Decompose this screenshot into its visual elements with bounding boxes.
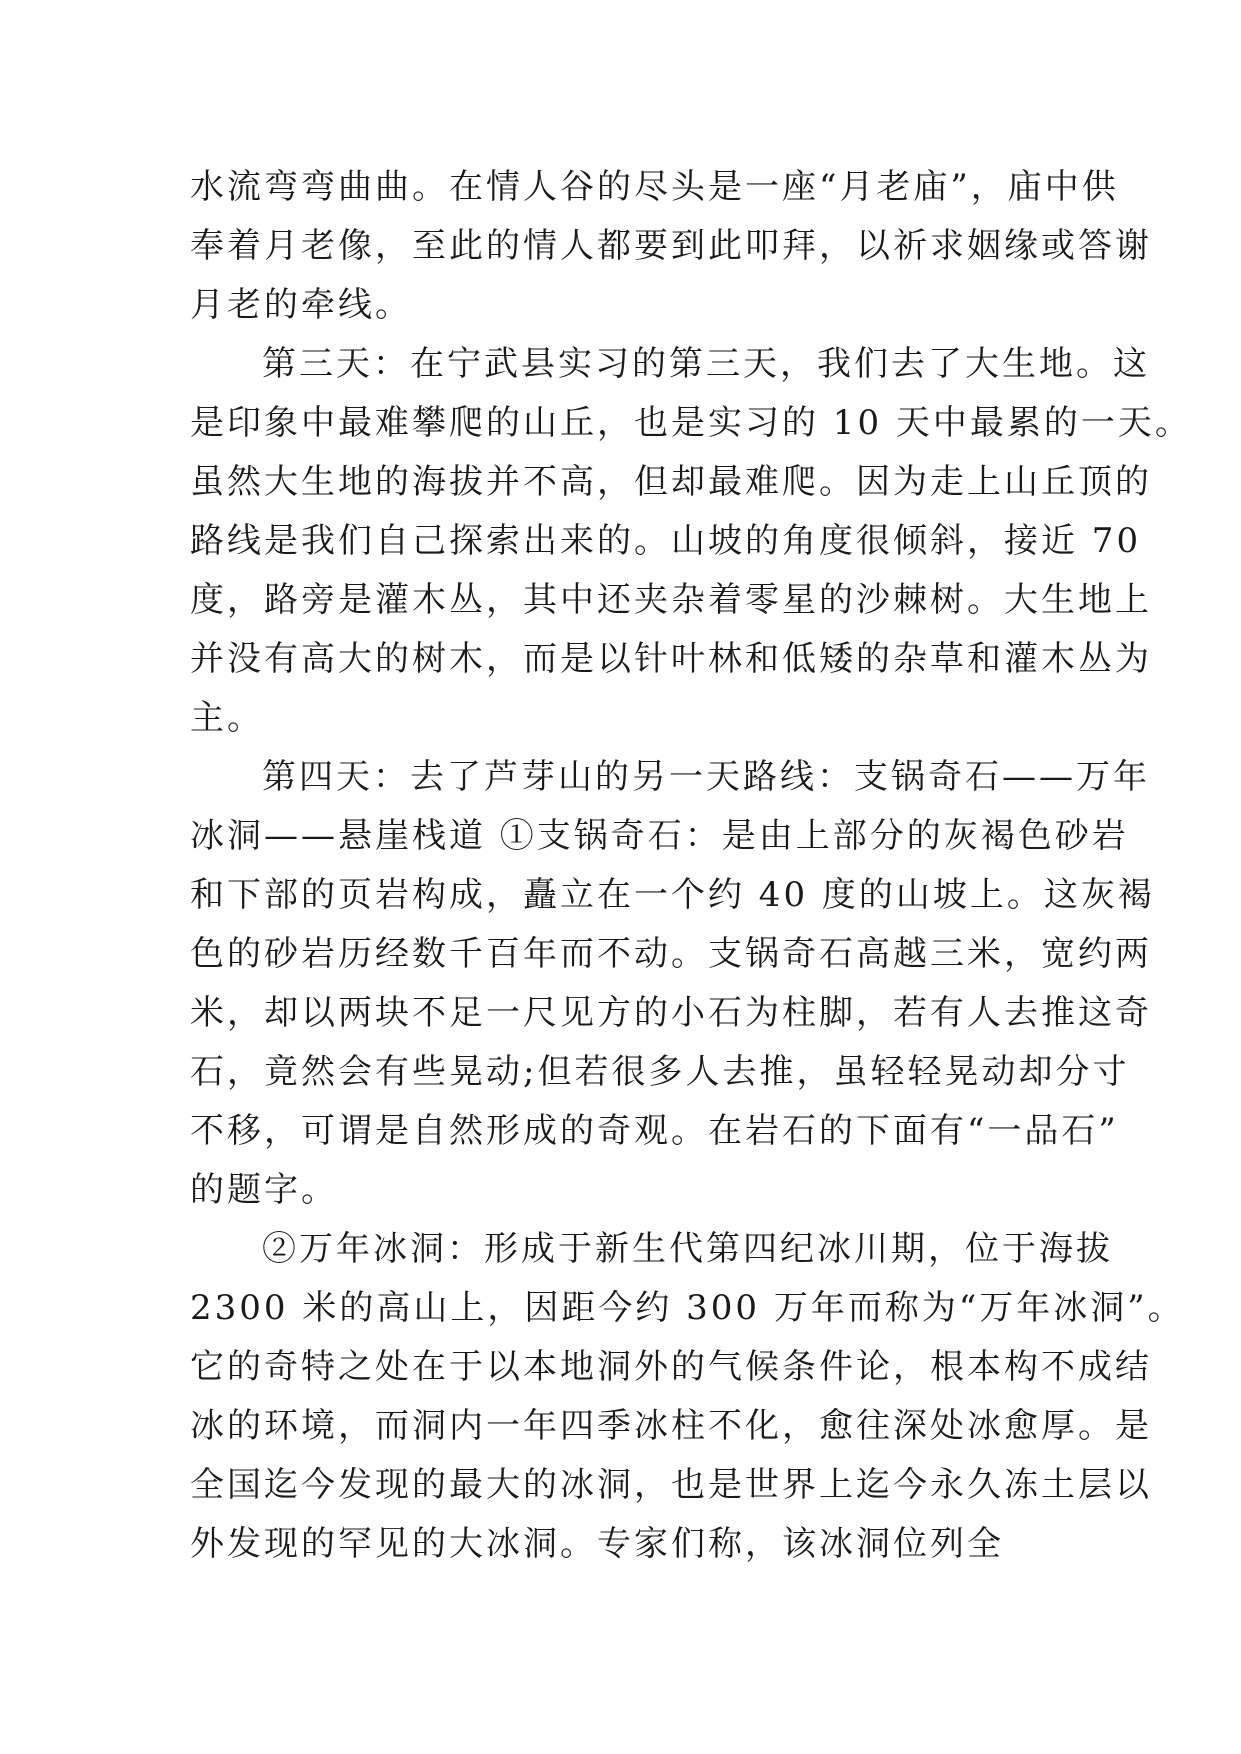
text-line: 外发现的罕见的大冰洞。专家们称，该冰洞位列全 — [190, 1524, 1004, 1564]
text-line: 2300 米的高山上，因距今约 300 万年而称为“万年冰洞”。 — [190, 1288, 1185, 1328]
text-line: 并没有高大的树木，而是以针叶林和低矮的杂草和灌木丛为 — [190, 639, 1152, 679]
text-line: 全国迄今发现的最大的冰洞，也是世界上迄今永久冻土层以 — [190, 1465, 1152, 1505]
text-line: 米，却以两块不足一尺见方的小石为柱脚，若有人去推这奇 — [190, 993, 1152, 1033]
text-line: 石，竟然会有些晃动;但若很多人去推，虽轻轻晃动却分寸 — [190, 1052, 1130, 1092]
paragraph-first-line: 第三天：在宁武县实习的第三天，我们去了大生地。这 — [262, 344, 1150, 384]
text-line: 路线是我们自己探索出来的。山坡的角度很倾斜，接近 70 — [190, 521, 1142, 561]
body-text — [190, 158, 1192, 1574]
paragraph-first-line: ②万年冰洞：形成于新生代第四纪冰川期，位于海拔 — [262, 1229, 1113, 1269]
text-line: 不移，可谓是自然形成的奇观。在岩石的下面有“一品石” — [190, 1111, 1119, 1151]
text-line: 虽然大生地的海拔并不高，但却最难爬。因为走上山丘顶的 — [190, 462, 1152, 502]
text-line: 主。 — [190, 698, 264, 738]
text-line: 奉着月老像，至此的情人都要到此叩拜，以祈求姻缘或答谢 — [190, 226, 1152, 266]
text-line: 的题字。 — [190, 1170, 338, 1210]
paragraph-first-line: 第四天：去了芦芽山的另一天路线：支锅奇石——万年 — [262, 757, 1150, 797]
text-line: 冰的环境，而洞内一年四季冰柱不化，愈往深处冰愈厚。是 — [190, 1406, 1152, 1446]
text-line: 月老的牵线。 — [190, 285, 412, 325]
text-line: 度，路旁是灌木丛，其中还夹杂着零星的沙棘树。大生地上 — [190, 580, 1152, 620]
text-line: 和下部的页岩构成，矗立在一个约 40 度的山坡上。这灰褐 — [190, 875, 1155, 915]
text-line: 色的砂岩历经数千百年而不动。支锅奇石高越三米，宽约两 — [190, 934, 1152, 974]
text-line: 冰洞——悬崖栈道 ①支锅奇石：是由上部分的灰褐色砂岩 — [190, 816, 1129, 856]
text-line: 它的奇特之处在于以本地洞外的气候条件论，根本构不成结 — [190, 1347, 1152, 1387]
text-line: 是印象中最难攀爬的山丘，也是实习的 10 天中最累的一天。 — [190, 403, 1192, 443]
text-line: 水流弯弯曲曲。在情人谷的尽头是一座“月老庙”，庙中供 — [190, 167, 1119, 207]
